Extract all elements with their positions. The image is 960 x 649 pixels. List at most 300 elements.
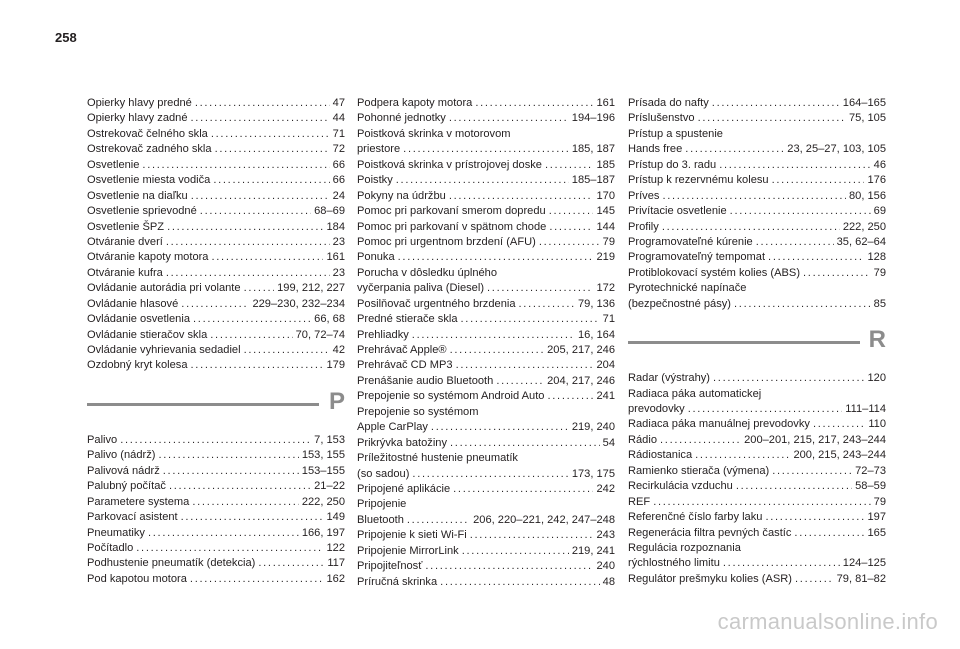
entry-label: Pod kapotou motora [87,572,187,585]
entry-page-numbers: 122 [326,541,345,554]
dot-leader [450,343,545,358]
index-entry [628,464,886,479]
dot-leader [195,96,330,111]
entry-label: Palubný počítač [87,480,166,493]
entry-page-numbers: 47 [332,97,345,109]
index-entry [87,343,345,358]
dot-leader [396,173,569,188]
entry-label: Otváranie kapoty motora [87,251,209,264]
entry-page-numbers: 69 [873,205,886,218]
entry-page-numbers: 23 [332,266,345,279]
entry-page-numbers: 185, 187 [571,143,615,156]
entry-label: Príručná skrinka [357,575,438,588]
dot-leader [719,158,870,173]
index-entry-continued: Regulácia rozpoznania [628,541,741,554]
dot-leader [713,371,864,386]
entry-page-numbers: 170 [596,189,615,202]
dot-leader [412,467,568,482]
entry-label: Recirkulácia vzduchu [628,480,733,493]
entry-page-numbers: 243 [596,529,615,542]
dot-leader [449,111,569,126]
dot-leader [487,281,593,296]
index-entry [357,467,615,482]
entry-page-numbers: 185–187 [571,174,615,187]
section-divider [628,341,860,344]
entry-label: Ovládanie osvetlenia [87,313,190,326]
entry-page-numbers: 199, 212, 227 [277,282,345,295]
entry-label: Rádio [628,433,657,446]
dot-leader [163,464,299,479]
index-entry [87,297,345,312]
index-entry [87,266,345,281]
entry-page-numbers: 184 [326,220,345,233]
entry-label: Regulátor prešmyku kolies (ASR) [628,572,792,585]
entry-page-numbers: 176 [867,174,886,187]
entry-label: Profily [628,220,659,233]
index-entry [628,417,886,432]
index-entry [87,173,345,188]
entry-label: Parametere systema [87,495,190,508]
entry-page-numbers: 23, 25–27, 103, 105 [787,143,886,156]
dot-leader [215,142,330,157]
index-entry [357,482,615,497]
dot-leader [695,448,790,463]
index-entry [87,111,345,126]
entry-label: Pomoc pri parkovaní v spätnom chode [357,220,547,233]
index-entry [357,173,615,188]
entry-page-numbers: 79, 81–82 [836,572,886,585]
entry-label: Ovládanie autorádia pri volante [87,282,241,295]
dot-leader [462,544,569,559]
index-entry [87,526,345,541]
index-column-2 [357,96,615,590]
entry-label: Parkovací asistent [87,511,178,524]
entry-page-numbers: 72 [332,143,345,156]
entry-page-numbers: 164–165 [842,97,886,109]
entry-label: Podpera kapoty motora [357,97,473,109]
entry-label: Referenčné číslo farby laku [628,511,763,524]
entry-page-numbers: 172 [596,282,615,295]
index-entry [357,96,615,111]
index-entry-continued: Pyrotechnické napínače [628,282,747,295]
dot-leader [440,575,600,590]
entry-label: (so sadou) [357,467,410,480]
index-entry [628,495,886,510]
index-entry [357,250,615,265]
entry-label: Otváranie kufra [87,266,163,279]
entry-label: Podhustenie pneumatík (detekcia) [87,557,256,570]
index-entry [87,433,345,448]
entry-label: Pripojiteľnosť [357,560,423,573]
entry-page-numbers: 153, 155 [301,449,345,462]
entry-page-numbers: 46 [873,158,886,171]
dot-leader [813,417,865,432]
entry-page-numbers: 85 [873,297,886,310]
entry-page-numbers: 240 [596,560,615,573]
section-divider [87,403,319,406]
entry-label: Pomoc pri urgentnom brzdení (AFU) [357,235,536,248]
dot-leader [191,189,330,204]
dot-leader [698,111,846,126]
index-entry [357,204,615,219]
entry-label: Prehrávač CD MP3 [357,359,453,372]
index-entry-continued: Pripojenie [357,498,407,511]
index-entry [87,127,345,142]
dot-leader [794,526,864,541]
entry-label: Palivo [87,433,118,446]
index-entry [357,559,615,574]
dot-leader [398,250,594,265]
index-entry [628,526,886,541]
index-entry-continued: Prístup a spustenie [628,127,723,140]
dot-leader [244,343,330,358]
entry-label: Pripojené aplikácie [357,482,451,495]
dot-leader [211,127,330,142]
index-entry [357,189,615,204]
dot-leader [200,204,311,219]
dot-leader [549,204,594,219]
dot-leader [736,479,852,494]
index-entry [87,281,345,296]
entry-label: (bezpečnostné pásy) [628,297,731,310]
index-entry-continued: Radiaca páka automatickej [628,387,762,400]
entry-page-numbers: 79 [873,495,886,508]
dot-leader [148,526,299,541]
dot-leader [734,297,871,312]
entry-label: Osvetlenie na diaľku [87,189,188,202]
index-entry [628,371,886,386]
dot-leader [167,220,323,235]
entry-label: Prepojenie so systémom Android Auto [357,390,545,403]
dot-leader [653,495,870,510]
index-entry [87,96,345,111]
dot-leader [425,559,593,574]
entry-label: Predné stierače skla [357,313,458,326]
entry-page-numbers: 179 [326,359,345,372]
entry-page-numbers: 68–69 [314,205,345,218]
dot-leader [258,556,324,571]
entry-label: Opierky hlavy predné [87,97,192,109]
entry-list [628,371,886,587]
entry-page-numbers: 200, 215, 243–244 [793,449,886,462]
entry-page-numbers: 194–196 [571,112,615,125]
index-entry [357,142,615,157]
dot-leader [453,482,593,497]
entry-label: Regenerácia filtra pevných častíc [628,526,792,539]
entry-page-numbers: 66 [332,174,345,187]
index-entry [87,541,345,556]
entry-page-numbers: 200–201, 215, 217, 243–244 [744,433,886,446]
entry-page-numbers: 66 [332,158,345,171]
entry-page-numbers: 128 [867,251,886,264]
entry-page-numbers: 7, 153 [314,433,345,446]
dot-leader [181,510,324,525]
index-entry [628,173,886,188]
dot-leader [685,142,784,157]
entry-label: Prístup k rezervnému kolesu [628,174,769,187]
entry-page-numbers: 124–125 [842,557,886,570]
entry-page-numbers: 16, 164 [577,328,615,341]
index-entry [87,220,345,235]
dot-leader [456,358,594,373]
dot-leader [475,96,593,111]
entry-page-numbers: 197 [867,511,886,524]
dot-leader [412,328,575,343]
dot-leader [213,173,329,188]
entry-label: Prísada do nafty [628,97,709,109]
entry-label: Otváranie dverí [87,235,163,248]
index-entry [357,374,615,389]
entry-label: Hands free [628,143,683,156]
index-entry [628,266,886,281]
entry-page-numbers: 173, 175 [571,467,615,480]
entry-page-numbers: 165 [867,526,886,539]
entry-label: Ponuka [357,251,395,264]
index-entry [357,281,615,296]
entry-list [87,96,345,374]
entry-label: prevodovky [628,403,685,415]
entry-page-numbers: 58–59 [855,480,886,493]
dot-leader [211,250,323,265]
entry-page-numbers: 35, 62–64 [836,235,886,248]
dot-leader [662,220,840,235]
index-entry [628,158,886,173]
index-entry [87,510,345,525]
entry-label: Privítacie osvetlenie [628,205,727,218]
index-entry [628,448,886,463]
dot-leader [136,541,323,556]
entry-label: Palivová nádrž [87,464,160,477]
index-entry [87,250,345,265]
entry-label: Osvetlenie sprievodné [87,205,197,218]
entry-page-numbers: 219, 240 [571,421,615,434]
entry-label: priestore [357,143,401,156]
dot-leader [461,312,600,327]
entry-label: Prehrávač Apple® [357,344,447,356]
page-number: 258 [55,30,77,45]
index-entry-continued: Príležitostné hustenie pneumatík [357,452,518,465]
entry-page-numbers: 206, 220–221, 242, 247–248 [473,513,615,526]
entry-page-numbers: 241 [596,390,615,403]
entry-label: Poistková skrinka v prístrojovej doske [357,158,542,171]
entry-label: Ovládanie hlasové [87,297,179,310]
entry-label: vyčerpania paliva (Diesel) [357,282,485,295]
index-entry [87,448,345,463]
dot-leader [545,158,594,173]
entry-page-numbers: 72–73 [855,464,886,477]
index-entry [357,220,615,235]
entry-label: Ramienko stierača (výmena) [628,464,770,477]
dot-leader [166,266,330,281]
entry-label: Pripojenie MirrorLink [357,544,459,557]
index-entry [357,420,615,435]
entry-page-numbers: 229–230, 232–234 [252,297,345,310]
entry-label: REF [628,495,651,508]
entry-page-numbers: 219 [596,251,615,264]
entry-page-numbers: 219, 241 [571,544,615,557]
dot-leader [166,235,330,250]
dot-leader [169,479,311,494]
index-entry [87,464,345,479]
entry-page-numbers: 66, 68 [314,313,345,326]
index-entry-continued: Prepojenie so systémom [357,405,479,418]
entry-label: Programovateľný tempomat [628,251,766,264]
index-entry [628,142,886,157]
entry-label: Radiaca páka manuálnej prevodovky [628,418,810,431]
entry-page-numbers: 222, 250 [301,495,345,508]
dot-leader [795,572,834,587]
dot-leader [660,433,741,448]
entry-label: Ostrekovač čelného skla [87,127,208,140]
entry-page-numbers: 204, 217, 246 [547,374,615,387]
index-entry [628,96,886,111]
dot-leader [496,374,544,389]
entry-page-numbers: 71 [602,313,615,326]
dot-leader [723,556,840,571]
entry-page-numbers: 23 [332,235,345,248]
index-entry [628,433,886,448]
entry-page-numbers: 242 [596,482,615,495]
index-entry [87,556,345,571]
index-entry [628,204,886,219]
entry-label: Pomoc pri parkovaní smerom dopredu [357,205,546,218]
dot-leader [756,235,834,250]
entry-label: Poistky [357,174,393,187]
index-entry [628,250,886,265]
entry-page-numbers: 166, 197 [301,526,345,539]
entry-page-numbers: 145 [596,205,615,218]
entry-page-numbers: 185 [596,158,615,171]
entry-label: Ozdobný kryt kolesa [87,359,188,372]
dot-leader [730,204,871,219]
dot-leader [403,142,569,157]
index-entry [87,158,345,173]
dot-leader [547,389,593,404]
entry-page-numbers: 205, 217, 246 [547,344,615,356]
index-entry [357,111,615,126]
entry-page-numbers: 162 [326,572,345,585]
index-entry [87,142,345,157]
index-entry [357,436,615,451]
section-header-p [87,387,345,425]
entry-page-numbers: 48 [602,575,615,588]
entry-page-numbers: 75, 105 [848,112,886,125]
index-entry [87,328,345,343]
entry-label: Počítadlo [87,541,134,554]
dot-leader [210,328,292,343]
entry-list [87,433,345,587]
entry-label: Príves [628,189,660,202]
entry-label: Ovládanie stieračov skla [87,328,208,341]
entry-page-numbers: 21–22 [314,480,345,493]
index-entry [628,111,886,126]
entry-label: Príslušenstvo [628,112,695,125]
entry-label: Rádiostanica [628,449,693,462]
entry-label: Pohonné jednotky [357,112,446,125]
entry-page-numbers: 222, 250 [842,220,886,233]
dot-leader [450,436,600,451]
entry-list [357,96,615,590]
index-entry [628,556,886,571]
dot-leader [431,420,569,435]
entry-page-numbers: 42 [332,344,345,356]
dot-leader [190,572,324,587]
entry-label: Palivo (nádrž) [87,449,156,462]
index-entry [87,235,345,250]
entry-page-numbers: 111–114 [845,403,886,415]
dot-leader [662,189,846,204]
entry-label: Osvetlenie ŠPZ [87,220,165,233]
entry-label: Prenášanie audio Bluetooth [357,374,494,387]
entry-page-numbers: 120 [867,372,886,385]
entry-page-numbers: 144 [596,220,615,233]
dot-leader [192,495,298,510]
entry-label: Pripojenie k sieti Wi-Fi [357,529,467,542]
index-entry [628,297,886,312]
entry-label: Prehliadky [357,328,409,341]
index-entry [357,343,615,358]
dot-leader [142,158,329,173]
entry-page-numbers: 149 [326,511,345,524]
index-entry [87,479,345,494]
entry-label: Apple CarPlay [357,421,428,434]
index-entry [357,389,615,404]
entry-page-numbers: 70, 72–74 [295,328,345,341]
index-entry [357,544,615,559]
entry-label: Ovládanie vyhrievania sedadiel [87,344,241,356]
entry-label: Opierky hlavy zadné [87,112,188,125]
index-entry [357,358,615,373]
entry-page-numbers: 79, 136 [577,297,615,310]
index-entry [357,297,615,312]
dot-leader [803,266,871,281]
entry-page-numbers: 161 [596,97,615,109]
index-entry [357,158,615,173]
index-entry-continued: Porucha v dôsledku úplného [357,266,498,279]
dot-leader [244,281,275,296]
dot-leader [539,235,600,250]
index-entry [357,312,615,327]
entry-page-numbers: 71 [332,127,345,140]
index-entry [87,358,345,373]
dot-leader [549,220,593,235]
entry-page-numbers: 54 [602,436,615,449]
entry-label: Bluetooth [357,513,404,526]
entry-label: Prikrývka batožiny [357,436,448,449]
entry-page-numbers: 117 [327,557,345,570]
index-entry [628,510,886,525]
index-entry [628,189,886,204]
index-entry [87,204,345,219]
entry-label: Prístup do 3. radu [628,158,717,171]
entry-label: rýchlostného limitu [628,557,720,570]
dot-leader [158,448,298,463]
dot-leader [768,250,864,265]
index-entry [357,528,615,543]
entry-page-numbers: 161 [326,251,345,264]
watermark: carmanualsonline.info [717,609,938,634]
index-entry [357,513,615,528]
index-entry [628,235,886,250]
index-entry [357,328,615,343]
index-entry [87,189,345,204]
entry-label: Osvetlenie [87,158,140,171]
dot-leader [191,111,330,126]
entry-page-numbers: 79 [873,266,886,279]
entry-label: Pokyny na údržbu [357,189,446,202]
index-entry [87,495,345,510]
index-entry [628,572,886,587]
